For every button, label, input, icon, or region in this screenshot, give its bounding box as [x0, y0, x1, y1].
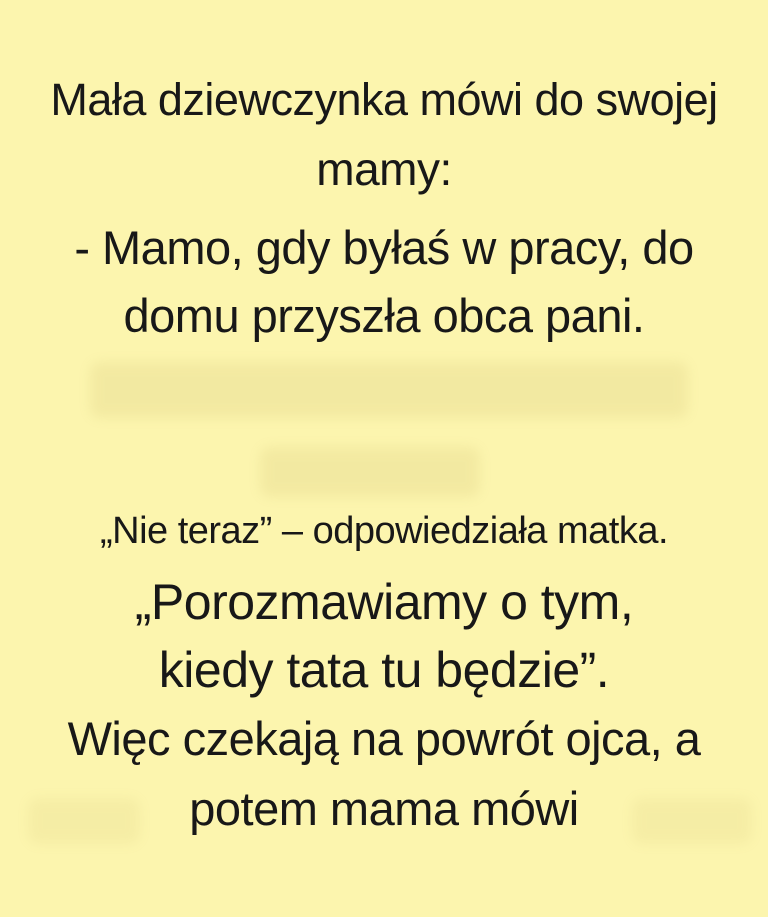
story-line-7: kiedy tata tu będzie”. — [158, 642, 610, 698]
story-line-5: „Nie teraz” – odpowiedziała matka. — [99, 510, 669, 552]
ghost-smudge-left — [28, 798, 140, 844]
story-line-8: Więc czekają na powrót ojca, a — [67, 712, 701, 765]
erased-text-ghost-line-1 — [90, 362, 688, 418]
erased-text-ghost-line-2 — [260, 447, 480, 497]
story-line-2: mamy: — [316, 143, 452, 195]
story-line-6: „Porozmawiamy o tym, — [134, 574, 634, 630]
story-line-9: potem mama mówi — [189, 782, 579, 835]
story-line-4: domu przyszła obca pani. — [123, 289, 645, 342]
story-line-3: - Mamo, gdy byłaś w pracy, do — [74, 221, 694, 274]
story-line-1: Mała dziewczynka mówi do swojej — [50, 74, 718, 125]
ghost-smudge-right — [632, 798, 752, 844]
